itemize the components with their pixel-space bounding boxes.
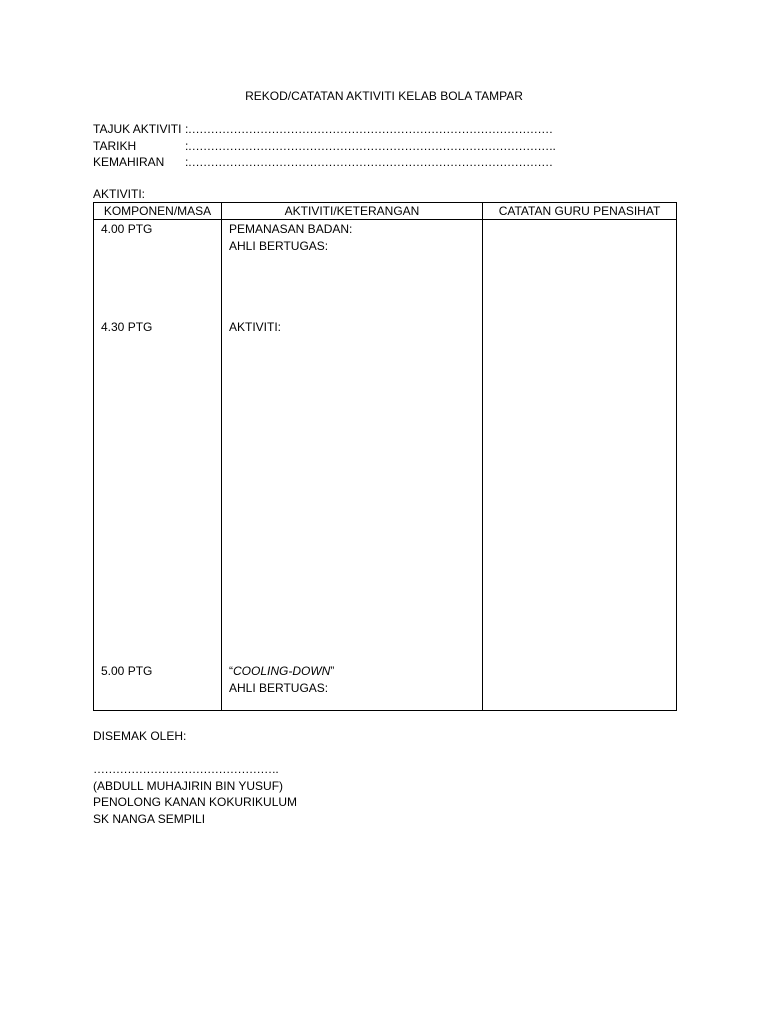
info-fields — [93, 121, 555, 171]
time-5-00: 5.00 PTG — [101, 664, 153, 678]
field-value: :…………………………………………………………………………………… — [185, 122, 553, 136]
field-date — [93, 138, 555, 155]
header-activity-description: AKTIVITI/KETERANGAN — [222, 203, 483, 220]
table-row — [94, 220, 677, 711]
field-value: :…………………………………………………………………………………… — [185, 155, 553, 169]
signatory-position: PENOLONG KANAN KOKURIKULUM — [93, 795, 298, 809]
duty-label-1: AHLI BERTUGAS: — [229, 238, 329, 253]
field-label: TARIKH — [93, 138, 137, 153]
time-4-30: 4.30 PTG — [101, 320, 153, 334]
signature-line: …………………………………………. — [93, 762, 279, 776]
field-label: KEMAHIRAN — [93, 155, 165, 169]
activity-table — [93, 202, 677, 711]
field-skill — [93, 154, 555, 171]
cooldown-text: COOLING-DOWN — [233, 664, 331, 678]
cooldown-label — [229, 663, 334, 680]
field-activity-title — [93, 121, 555, 138]
document-title: REKOD/CATATAN AKTIVITI KELAB BOLA TAMPAR — [245, 89, 523, 103]
checked-by-label: DISEMAK OLEH: — [93, 729, 187, 743]
component-time-cell — [94, 220, 222, 711]
warmup-label: PEMANASAN BADAN: — [229, 222, 353, 236]
activity-description-cell — [222, 220, 483, 711]
advisor-notes-cell — [483, 220, 677, 711]
school-name: SK NANGA SEMPILI — [93, 811, 206, 826]
time-4-00: 4.00 PTG — [101, 222, 153, 236]
signature-block — [93, 761, 297, 827]
field-value: :……………………………………………………………………………………. — [185, 138, 556, 153]
duty-label-2: AHLI BERTUGAS: — [229, 680, 329, 695]
open-quote: “ — [229, 664, 233, 678]
table-header-row — [94, 203, 677, 220]
signatory-name: (ABDULL MUHAJIRIN BIN YUSUF) — [93, 778, 284, 793]
header-advisor-notes: CATATAN GURU PENASIHAT — [483, 203, 677, 220]
field-label: TAJUK AKTIVITI — [93, 122, 182, 136]
activity-section-label: AKTIVITI: — [93, 187, 146, 201]
activity-label: AKTIVITI: — [229, 320, 282, 334]
close-quote: ” — [330, 664, 335, 678]
header-component-time: KOMPONEN/MASA — [94, 203, 222, 220]
